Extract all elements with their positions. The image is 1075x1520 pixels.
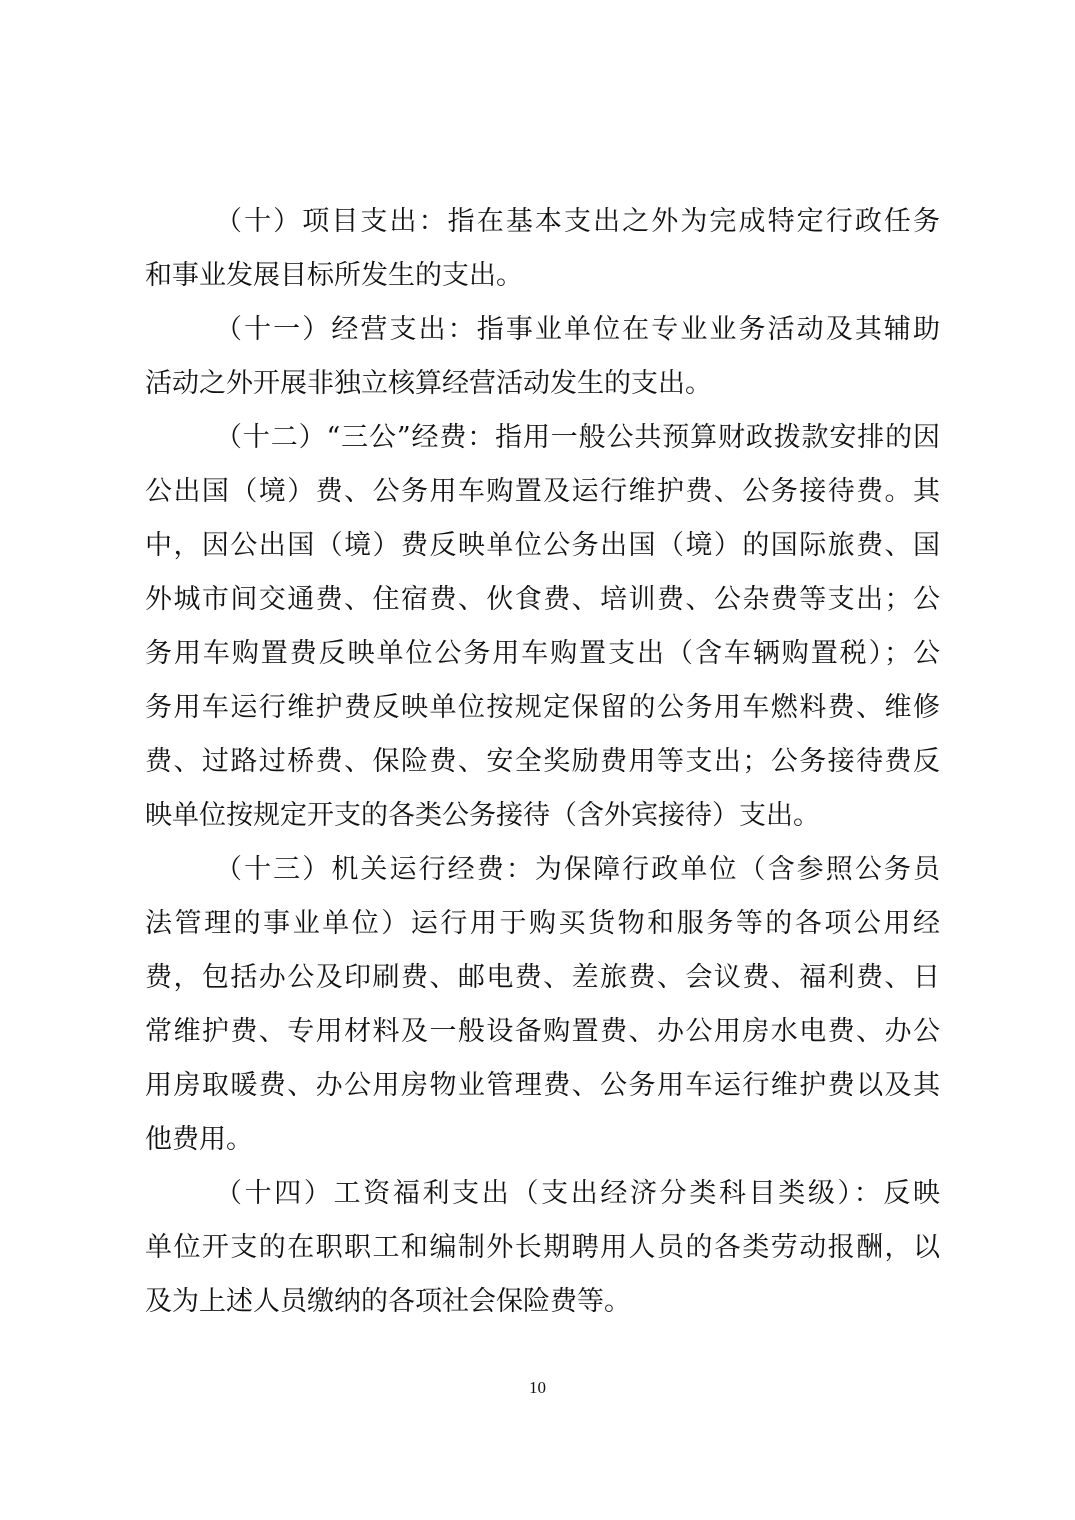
text-line: 费，包括办公及印刷费、邮电费、差旅费、会议费、福利费、日 — [145, 962, 940, 993]
text-line: 和事业发展目标所发生的支出。 — [145, 260, 523, 291]
text-line: （十）项目支出：指在基本支出之外为完成特定行政任务 — [215, 206, 940, 237]
text-line: 单位开支的在职职工和编制外长期聘用人员的各类劳动报酬，以 — [145, 1232, 940, 1263]
text-line: （十三）机关运行经费：为保障行政单位（含参照公务员 — [215, 854, 940, 885]
text-line: 常维护费、专用材料及一般设备购置费、办公用房水电费、办公 — [145, 1016, 940, 1047]
page-number: 10 — [529, 1378, 546, 1397]
paragraph — [145, 303, 940, 411]
text-line: 费、过路过桥费、保险费、安全奖励费用等支出；公务接待费反 — [145, 746, 940, 777]
paragraph — [145, 195, 940, 303]
text-line: 法管理的事业单位）运行用于购买货物和服务等的各项公用经 — [145, 908, 940, 939]
text-line: （十四）工资福利支出（支出经济分类科目类级）：反映 — [215, 1178, 940, 1209]
paragraph — [145, 843, 940, 1167]
text-line: （十一）经营支出：指事业单位在专业业务活动及其辅助 — [215, 314, 940, 345]
text-line: 务用车购置费反映单位公务用车购置支出（含车辆购置税）；公 — [145, 638, 940, 669]
text-line: （十二）“三公”经费：指用一般公共预算财政拨款安排的因 — [215, 422, 940, 453]
text-line: 外城市间交通费、住宿费、伙食费、培训费、公杂费等支出；公 — [145, 584, 940, 615]
text-line: 中，因公出国（境）费反映单位公务出国（境）的国际旅费、国 — [145, 530, 940, 561]
text-line: 活动之外开展非独立核算经营活动发生的支出。 — [145, 368, 712, 399]
paragraph — [145, 1167, 940, 1329]
text-line: 用房取暖费、办公用房物业管理费、公务用车运行维护费以及其 — [145, 1070, 940, 1101]
text-line: 他费用。 — [145, 1124, 253, 1155]
document-body — [145, 195, 940, 1329]
text-line: 公出国（境）费、公务用车购置及运行维护费、公务接待费。其 — [145, 476, 940, 507]
text-line: 务用车运行维护费反映单位按规定保留的公务用车燃料费、维修 — [145, 692, 940, 723]
text-line: 及为上述人员缴纳的各项社会保险费等。 — [145, 1286, 631, 1317]
paragraph — [145, 411, 940, 843]
text-line: 映单位按规定开支的各类公务接待（含外宾接待）支出。 — [145, 800, 820, 831]
